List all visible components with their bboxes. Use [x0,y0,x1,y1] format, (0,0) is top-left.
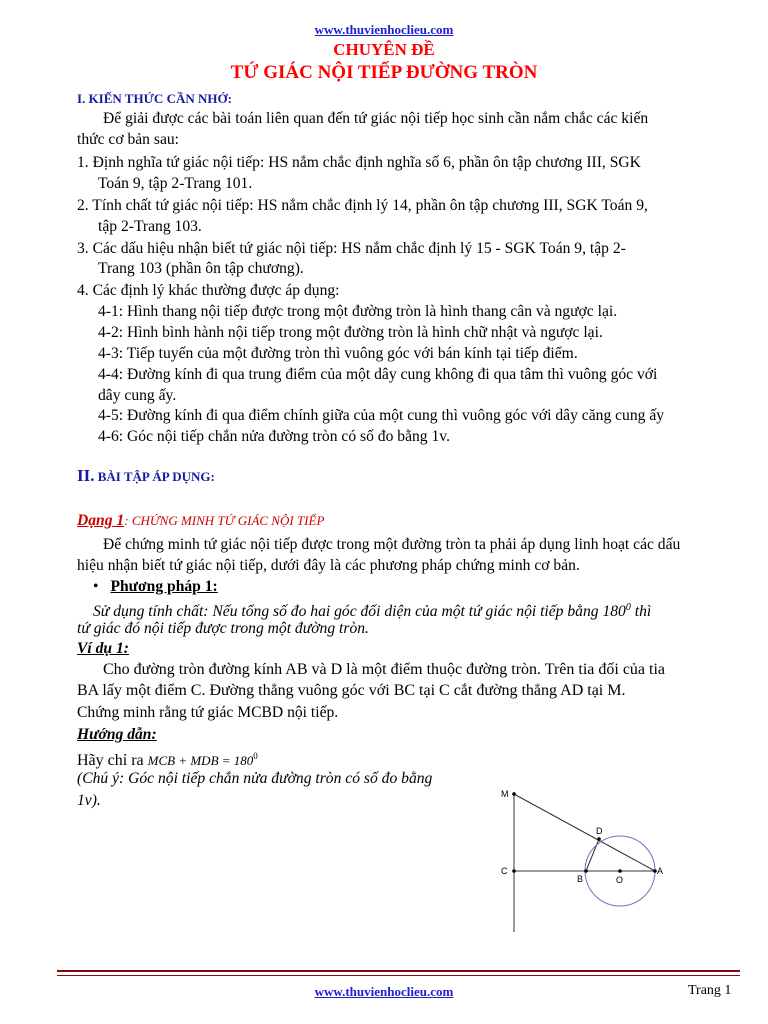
line-ma [514,794,655,871]
method-bullet: • [93,578,99,595]
dang-intro-line-1: Để chứng minh tứ giác nội tiếp được trong một đường tròn ta phải áp dụng linh hoạt các dấu [103,536,681,553]
method-title: Phương pháp 1: [110,578,218,595]
line-db [586,839,599,871]
doc-title-main: TỨ GIÁC NỘI TIẾP ĐƯỜNG TRÒN [230,62,538,83]
item-1-line-2: Toán 9, tập 2-Trang 101. [98,175,253,192]
sub-item-4-2: 4-2: Hình bình hành nội tiếp trong một đường tròn là hình chữ nhật và ngược lại. [98,324,603,341]
geometry-figure [494,782,694,942]
guide-formula-sup: 0 [253,751,258,761]
footer-divider-thin [57,975,740,976]
label-m: M [501,789,509,799]
point-c [512,869,516,873]
note-line-2: 1v). [77,792,101,809]
label-c: C [501,866,508,876]
footer-site-link[interactable]: www.thuvienhoclieu.com [314,984,454,999]
guide-prefix: Hãy chỉ ra [77,752,148,770]
sub-item-4-6: 4-6: Góc nội tiếp chắn nửa đường tròn có số đo bằng 1v. [98,428,450,445]
item-3-line-2: Trang 103 (phần ôn tập chương). [98,260,304,277]
sub-item-4-1: 4-1: Hình thang nội tiếp được trong một đường tròn là hình thang cân và ngược lại. [98,303,618,320]
label-d: D [596,826,603,836]
point-b [584,869,588,873]
item-1-line-1: 1. Định nghĩa tứ giác nội tiếp: HS nắm chắc định nghĩa số 6, phần ôn tập chương III, SGK [77,154,641,171]
section-1-heading: I. KIẾN THỨC CẦN NHỚ: [77,91,232,106]
doc-title-topic: CHUYÊN ĐỀ [333,40,435,59]
footer-divider [57,970,740,972]
guide-label: Hướng dẫn: [77,726,157,743]
item-2-line-1: 2. Tính chất tứ giác nội tiếp: HS nắm chắc định lý 14, phần ôn tập chương III, SGK Toán 9, [77,197,648,214]
dang-title: : CHỨNG MINH TỨ GIÁC NỘI TIẾP [124,513,325,528]
point-d [597,837,601,841]
dang-label: Dạng 1 [77,512,125,529]
degree-sup: 0 [625,602,631,613]
point-o [618,869,622,873]
example-line-2: BA lấy một điểm C. Đường thẳng vuông góc với BC tại C cắt đường thẳng AD tại M. [77,682,626,699]
note-line-1: (Chú ý: Góc nội tiếp chắn nửa đường tròn có số đo bằng [77,770,433,787]
label-b: B [577,874,584,884]
item-3-line-1: 3. Các dấu hiệu nhận biết tứ giác nội tiếp: HS nắm chắc định lý 15 - SGK Toán 9, tập 2- [77,240,626,257]
method-desc-tail: thì [630,603,652,621]
example-line-1: Cho đường tròn đường kính AB và D là một điểm thuộc đường tròn. Trên tia đối của tia [103,661,666,678]
sub-item-4-3: 4-3: Tiếp tuyến của một đường tròn thì vuông góc với bán kính tại tiếp điểm. [98,345,578,362]
intro-line-1: Để giải được các bài toán liên quan đến tứ giác nội tiếp học sinh cần nắm chắc các kiến [103,110,649,127]
section-2-number: II. [77,466,95,485]
section-2-title: BÀI TẬP ÁP DỤNG: [94,469,215,484]
dang-intro-line-2: hiệu nhận biết tứ giác nội tiếp, dưới đây là các phương pháp chứng minh cơ bản. [77,557,580,574]
label-o: O [616,875,624,885]
example-line-3: Chứng minh rằng tứ giác MCBD nội tiếp. [77,704,339,721]
method-heading [93,576,218,597]
item-4: 4. Các định lý khác thường được áp dụng: [77,282,340,299]
label-a: A [657,866,664,876]
method-desc-line-2: tứ giác đó nội tiếp được trong một đường tròn. [77,620,369,637]
guide-formula: MCB + MDB = 180 [147,753,254,769]
sub-item-4-4-line-2: dây cung ấy. [98,387,177,404]
item-2-line-2: tập 2-Trang 103. [98,218,202,235]
point-m [512,792,516,796]
header-site-link[interactable]: www.thuvienhoclieu.com [314,22,454,37]
intro-line-2: thức cơ bản sau: [77,131,179,148]
sub-item-4-5: 4-5: Đường kính đi qua điểm chính giữa của một cung thì vuông góc với dây căng cung ấy [98,407,665,424]
example-label: Ví dụ 1: [77,640,129,657]
sub-item-4-4-line-1: 4-4: Đường kính đi qua trung điểm của một dây cung không đi qua tâm thì vuông góc với [98,366,658,383]
page-number: Trang 1 [688,983,732,998]
method-desc-text: Sử dụng tính chất: Nếu tổng số đo hai góc đối diện của một tứ giác nội tiếp bằng 180 [93,603,626,621]
